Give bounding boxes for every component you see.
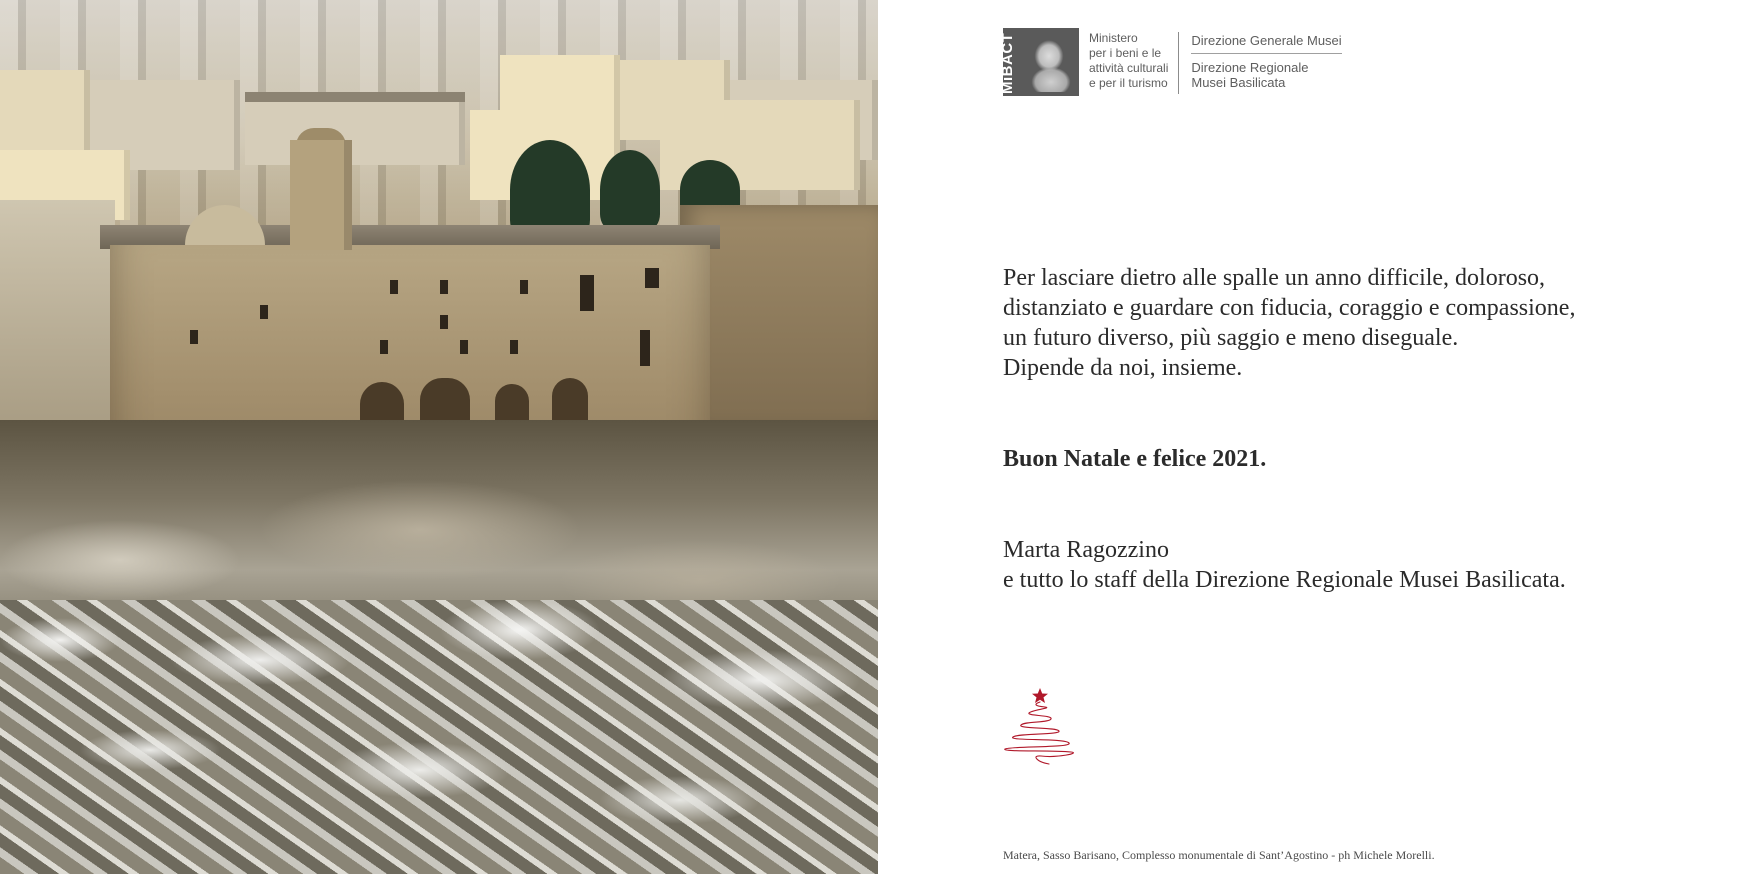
message-line: Per lasciare dietro alle spalle un anno difficile, doloroso, bbox=[1003, 265, 1546, 291]
window bbox=[260, 305, 268, 319]
snowy-slope bbox=[0, 600, 878, 874]
window bbox=[390, 280, 398, 294]
bell-tower bbox=[290, 140, 352, 250]
roof bbox=[245, 92, 465, 102]
window bbox=[460, 340, 468, 354]
mibact-mark bbox=[999, 28, 1079, 96]
message-line: un futuro diverso, più saggio e meno diseguale. bbox=[1003, 325, 1459, 351]
bust-icon bbox=[1023, 34, 1075, 92]
direzione-block bbox=[1191, 28, 1341, 90]
direzione-regionale-line: Direzione Regionale bbox=[1191, 60, 1309, 75]
photo-caption: Matera, Sasso Barisano, Complesso monumentale di Sant’Agostino - ph Michele Morelli. bbox=[1003, 848, 1435, 862]
rock-cliff bbox=[0, 420, 878, 620]
christmas-greeting: Buon Natale e felice 2021. bbox=[1003, 446, 1267, 472]
direzione-regionale bbox=[1191, 54, 1341, 90]
ministry-line: attività culturali bbox=[1089, 61, 1169, 75]
ministry-line: e per il turismo bbox=[1089, 76, 1168, 90]
ministry-line: per i beni e le bbox=[1089, 46, 1162, 60]
ministry-line: Ministero bbox=[1089, 31, 1138, 45]
window bbox=[640, 330, 650, 366]
direzione-generale: Direzione Generale Musei bbox=[1191, 33, 1341, 54]
tree bbox=[600, 150, 660, 230]
window bbox=[645, 268, 659, 288]
mibact-logo bbox=[999, 28, 1342, 96]
window bbox=[520, 280, 528, 294]
christmas-tree-icon bbox=[1001, 686, 1079, 766]
window bbox=[440, 280, 448, 294]
logo-divider bbox=[1178, 32, 1179, 94]
window bbox=[580, 275, 594, 311]
window bbox=[510, 340, 518, 354]
window bbox=[190, 330, 198, 344]
greeting-card-content bbox=[999, 0, 1723, 874]
signature-staff: e tutto lo staff della Direzione Regionale Musei Basilicata. bbox=[1003, 567, 1566, 593]
direzione-regionale-line: Musei Basilicata bbox=[1191, 75, 1286, 90]
window bbox=[440, 315, 448, 329]
window bbox=[380, 340, 388, 354]
ministry-name bbox=[1089, 28, 1168, 91]
message-line: distanziato e guardare con fiducia, coraggio e compassione, bbox=[1003, 295, 1576, 321]
message-text bbox=[1003, 263, 1575, 383]
mibact-mark-text: MiBACT bbox=[999, 32, 1016, 94]
signature bbox=[1003, 535, 1566, 595]
message-line: Dipende da noi, insieme. bbox=[1003, 355, 1243, 381]
house bbox=[245, 95, 465, 165]
signature-name: Marta Ragozzino bbox=[1003, 537, 1169, 563]
